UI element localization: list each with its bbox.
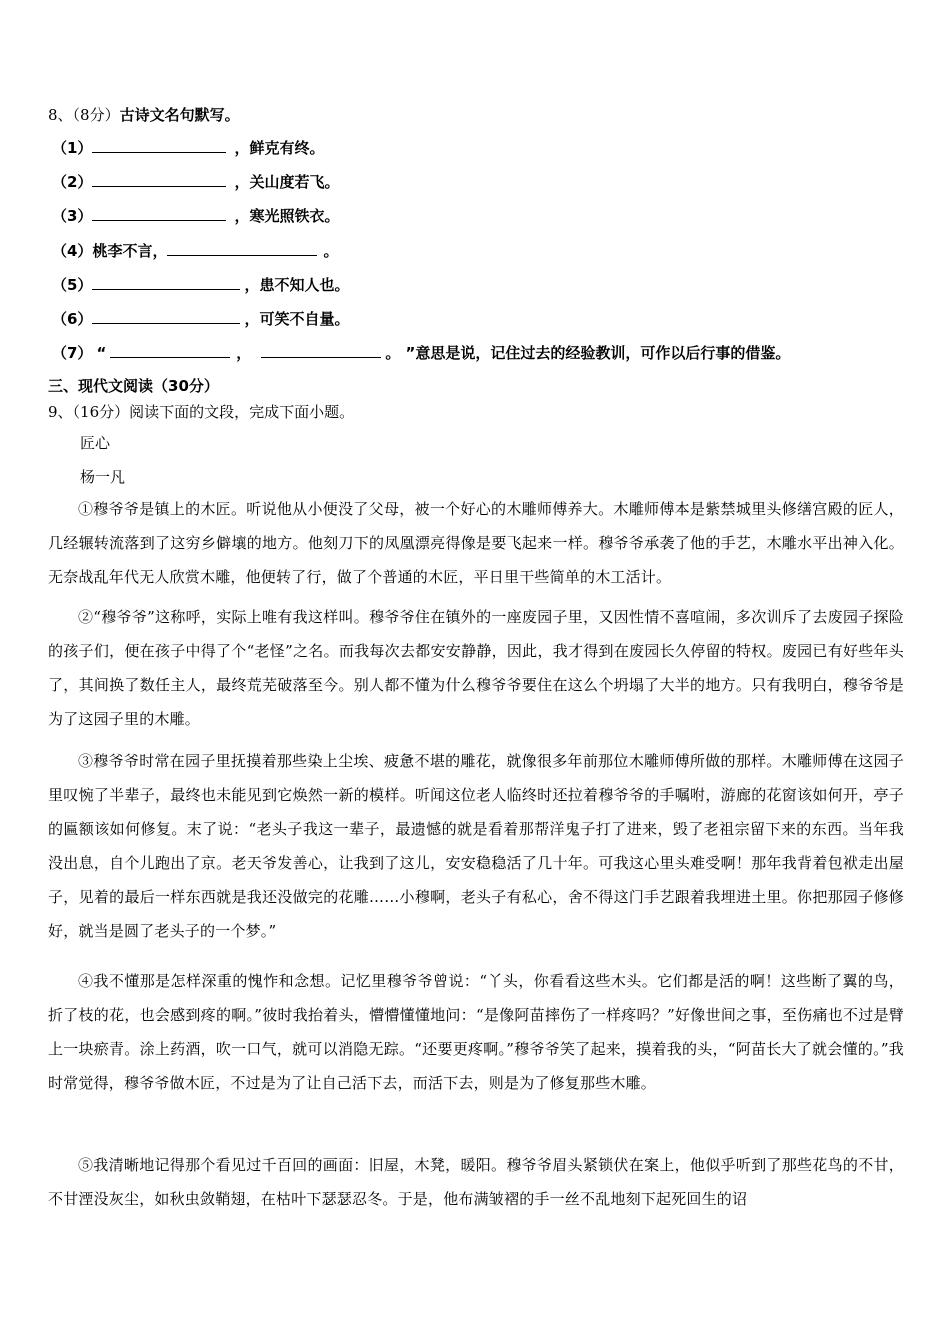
q8-item-after: ，鲜克有终。 — [234, 139, 325, 157]
q8-item-label: （2） — [52, 173, 93, 191]
q8-item-7 — [52, 342, 790, 363]
q8-header — [48, 104, 240, 125]
q8-score: （8分） — [72, 106, 120, 124]
answer-blank[interactable] — [110, 342, 230, 358]
answer-blank[interactable] — [92, 274, 240, 290]
q8-item-1 — [52, 137, 324, 158]
q9-score: （16分） — [72, 403, 130, 421]
q8-item7-end: 。 ”意思是说，记住过去的经验教训，可作以后行事的借鉴。 — [385, 344, 791, 362]
article-author: 杨一凡 — [80, 468, 126, 486]
q8-item-label: （4） — [52, 242, 93, 260]
answer-blank[interactable] — [92, 205, 226, 221]
answer-blank[interactable] — [92, 308, 240, 324]
article-paragraph-1 — [48, 492, 904, 594]
section-heading: 三、现代文阅读（30分） — [48, 377, 219, 395]
q8-item-label: （7） — [52, 344, 93, 362]
article-title: 匠心 — [80, 434, 111, 452]
article-paragraph-3 — [48, 744, 904, 948]
paragraph-text: ①穆爷爷是镇上的木匠。听说他从小便没了父母，被一个好心的木雕师傅养大。木雕师傅本是紫禁城里头修缮宫殿的匠人，几经辗转流落到了这穷乡僻壤的地方。他刻刀下的凤凰漂亮得像是要飞起来一样。穆爷爷承袭了他的手艺，木雕水平出神入化。无奈战乱年代无人欣赏木雕，他便转了行，做了个普通的木匠，平日里干些简单的木工活计。 — [48, 500, 904, 586]
q9-instruction: 阅读下面的文段，完成下面小题。 — [129, 403, 355, 421]
q8-item-3 — [52, 205, 339, 226]
q8-number: 8、 — [48, 106, 73, 124]
q9-header — [48, 401, 354, 422]
q8-item-before: 桃李不言， — [92, 242, 168, 260]
q8-item-5 — [52, 274, 349, 295]
q8-item-after: ，寒光照铁衣。 — [234, 207, 340, 225]
answer-blank[interactable] — [92, 171, 226, 187]
paragraph-text: ④我不懂那是怎样深重的愧怍和念想。记忆里穆爷爷曾说：“丫头，你看看这些木头。它们都是活的啊！这些断了翼的鸟，折了枝的花，也会感到疼的啊。”彼时我抬着头，懵懵懂懂地问：“是像阿苗摔伤了一样疼吗？”好像世间之事，至伤痛也不过是臂上一块瘀青。涂上药酒，吹一口气，就可以消隐无踪。“还要更疼啊。”穆爷爷笑了起来，摸着我的头，“阿苗长大了就会懂的。”我时常觉得，穆爷爷做木匠，不过是为了让自己活下去，而活下去，则是为了修复那些木雕。 — [48, 972, 904, 1092]
q8-item-after: 。 — [323, 242, 339, 260]
answer-blank[interactable] — [261, 342, 381, 358]
q8-item-label: （1） — [52, 139, 93, 157]
q9-number: 9、 — [48, 403, 73, 421]
paragraph-text: ②“穆爷爷”这称呼，实际上唯有我这样叫。穆爷爷住在镇外的一座废园子里，又因性情不喜喧闹，多次训斥了去废园子探险的孩子们，便在孩子中得了个“老怪”之名。而我每次去都安安静静，因此，我才得到在废园长久停留的特权。废园已有好些年头了，其间换了数任主人，最终荒芜破落至今。别人都不懂为什么穆爷爷要住在这么个坍塌了大半的地方。只有我明白，穆爷爷是为了这园子里的木雕。 — [48, 608, 904, 728]
q8-item-after: ，可笑不自量。 — [244, 310, 350, 328]
q8-item-after: ，关山度若飞。 — [234, 173, 340, 191]
comma: ， — [236, 344, 252, 362]
q8-item-label: （5） — [52, 276, 93, 294]
q8-item-6 — [52, 308, 349, 329]
article-paragraph-5 — [48, 1148, 904, 1216]
q8-item-label: （3） — [52, 207, 93, 225]
q8-item-after: ，患不知人也。 — [244, 276, 350, 294]
paragraph-text: ⑤我清晰地记得那个看见过千百回的画面：旧屋，木凳，暖阳。穆爷爷眉头紧锁伏在案上，他似乎听到了那些花鸟的不甘，不甘湮没灰尘，如秋虫敛鞘翅，在枯叶下瑟瑟忍冬。于是，他布满皱褶的手一丝不乱地刻下起死回生的诏 — [48, 1156, 904, 1208]
paragraph-text: ③穆爷爷时常在园子里抚摸着那些染上尘埃、疲惫不堪的雕花，就像很多年前那位木雕师傅所做的那样。木雕师傅在这园子里叹惋了半辈子，最终也未能见到它焕然一新的模样。听闻这位老人临终时还拉着穆爷爷的手嘱咐，游廊的花窗该如何开，亭子的匾额该如何修复。末了说：“老头子我这一辈子，最遗憾的就是看着那帮洋鬼子打了进来，毁了老祖宗留下来的东西。当年我没出息，自个儿跑出了京。老天爷发善心，让我到了这儿，安安稳稳活了几十年。可我这心里头难受啊！那年我背着包袱走出屋子，见着的最后一样东西就是我还没做完的花雕……小穆啊，老头子有私心，舍不得这门手艺跟着我埋进土里。你把那园子修修好，就当是圆了老头子的一个梦。” — [48, 752, 904, 940]
q8-item-2 — [52, 171, 339, 192]
article-paragraph-4 — [48, 964, 904, 1100]
article-paragraph-2 — [48, 600, 904, 736]
q8-item-label: （6） — [52, 310, 93, 328]
answer-blank[interactable] — [92, 137, 226, 153]
open-quote: “ — [96, 344, 107, 362]
q8-title: 古诗文名句默写。 — [119, 106, 240, 124]
q8-item-4 — [52, 240, 338, 261]
answer-blank[interactable] — [167, 240, 317, 256]
